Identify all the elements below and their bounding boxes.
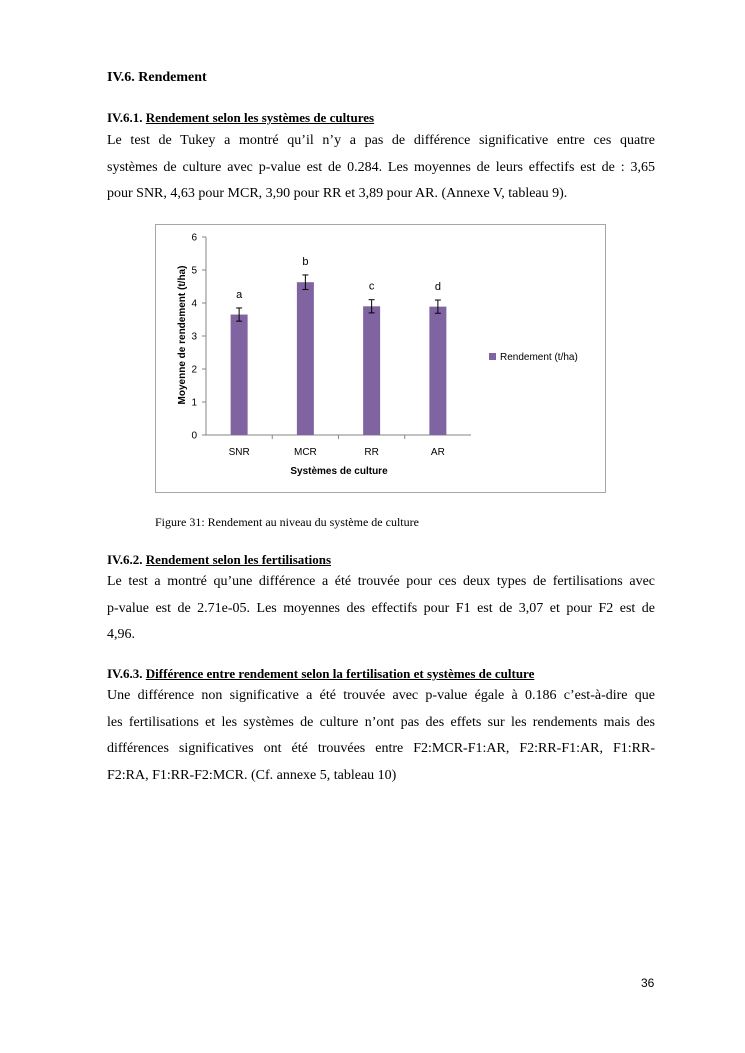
x-tick-label: AR [430,447,445,458]
y-axis-title: Moyenne de rendement (t/ha) [177,265,188,405]
text-line: différences significatives ont été trouvées entre F2:MCR-F1:AR, F2:RR-F1:AR, F1:RR- [107,741,655,756]
significance-letter: a [236,288,243,301]
y-tick-label: 0 [191,430,197,442]
figure-caption: Figure 31: Rendement au niveau du système de culture [155,515,419,529]
text-line: systèmes de culture avec p-value est de 0.284. Les moyennes de leurs effectifs est de : 3,65 [107,159,655,175]
y-tick-label: 1 [191,397,197,409]
text-line: Le test de Tukey a montré qu’il n’y a pas de différence significative entre ces quatre [107,133,655,148]
text-line: Le test a montré qu’une différence a été trouvée pour ces deux types de fertilisations avec [107,574,655,589]
section-title: IV.6. Rendement [107,70,207,85]
subsection-title: Rendement selon les systèmes de cultures [145,110,375,125]
text-line: p-value est de 2.71e-05. Les moyennes des effectifs pour F1 est de 3,07 et pour F2 est de [107,600,655,616]
bar-rr [363,306,380,435]
bar-snr [231,315,248,435]
bar-mcr [297,282,314,435]
text-line: pour SNR, 4,63 pour MCR, 3,90 pour RR et 3,89 pour AR. (Annexe V, tableau 9). [107,186,568,201]
text-line: les fertilisations et les systèmes de culture n’ont pas des effets sur les rendements mais des [107,714,655,730]
subsection-heading-3 [107,666,534,682]
significance-letter: c [368,280,375,293]
significance-letter: d [434,281,441,294]
x-tick-label: MCR [293,447,317,458]
bar-ar [429,307,446,435]
y-tick-label: 6 [191,232,197,244]
text-line: 4,96. [107,627,135,642]
paragraph-2 [107,569,655,649]
legend-swatch [489,353,496,360]
paragraph-3 [107,683,655,789]
subsection-number: IV.6.3. [107,666,143,681]
subsection-title: Différence entre rendement selon la fertilisation et systèmes de culture [145,666,535,681]
y-tick-label: 2 [191,364,197,376]
legend-label: Rendement (t/ha) [500,352,578,363]
x-axis-title: Systèmes de culture [290,466,388,477]
text-line: F2:RA, F1:RR-F2:MCR. (Cf. annexe 5, tableau 10) [107,767,397,783]
y-tick-label: 5 [191,265,197,277]
x-tick-label: RR [364,447,379,458]
chart-frame [155,224,606,493]
x-tick-label: SNR [228,447,250,458]
text-line: Une différence non significative a été trouvée avec p-value égale à 0.186 c’est-à-dire que [107,688,655,703]
subsection-number: IV.6.2. [107,552,143,567]
subsection-heading-2 [107,552,331,568]
page-number: 36 [641,976,655,990]
bar-chart [156,225,605,492]
paragraph-1 [107,128,655,208]
y-tick-label: 3 [191,331,197,343]
y-tick-label: 4 [191,298,197,310]
subsection-heading-1 [107,110,374,126]
subsection-number: IV.6.1. [107,110,143,125]
subsection-title: Rendement selon les fertilisations [145,552,332,567]
significance-letter: b [302,255,309,268]
